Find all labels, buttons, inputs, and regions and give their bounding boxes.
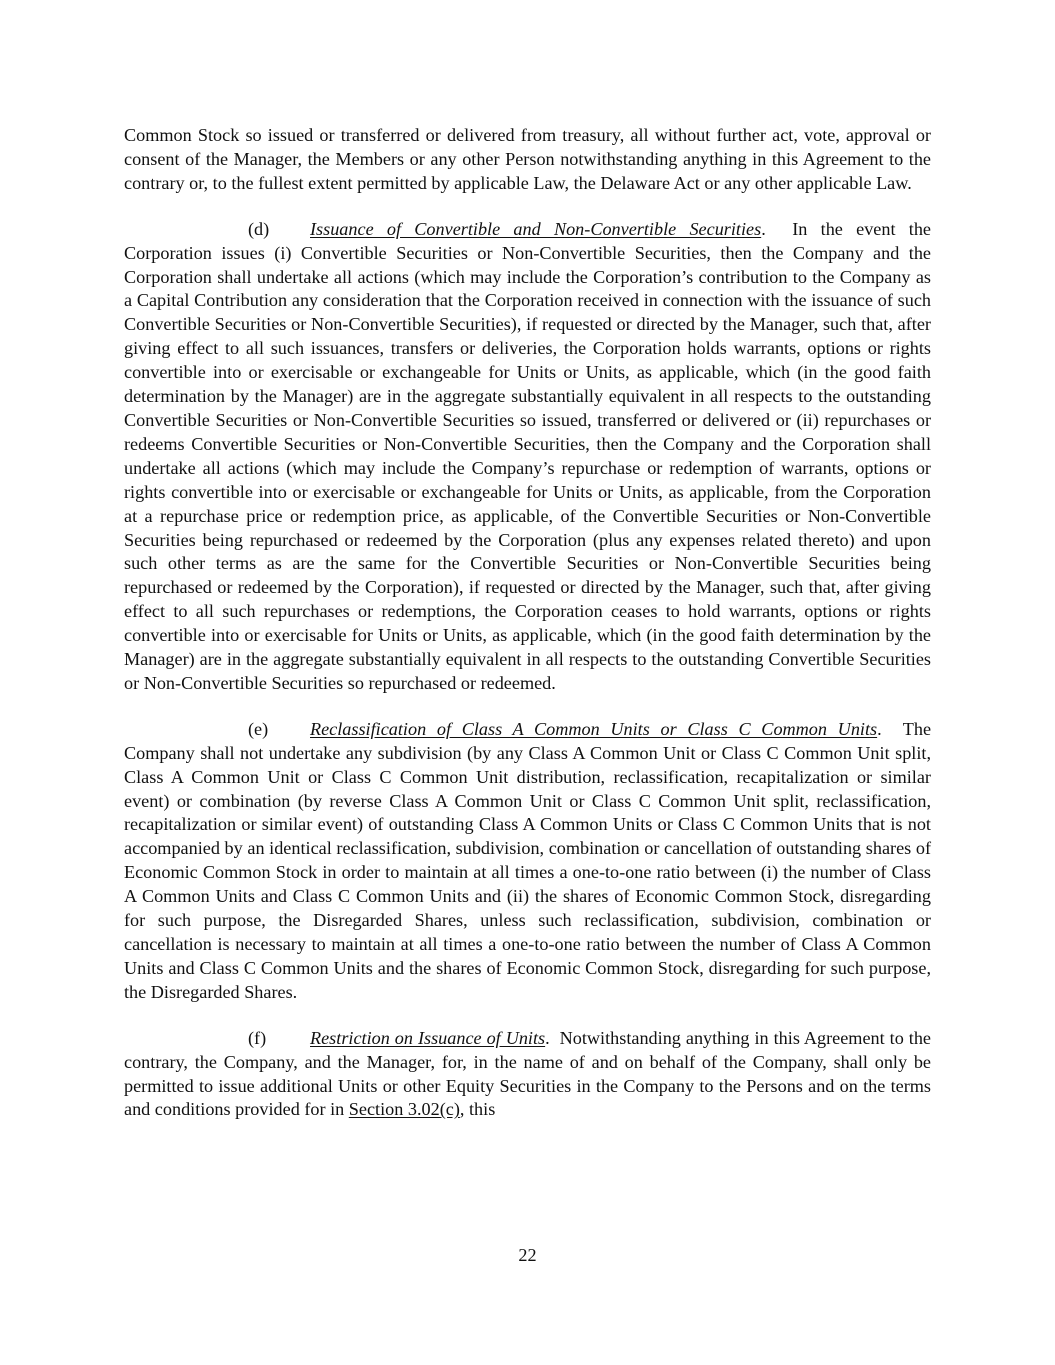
section-cross-reference: Section 3.02(c) bbox=[348, 1099, 460, 1120]
section-f-body: Notwithstanding anything in this Agreement to the contrary, the Company, and the Manager, for, in the name of and on behalf of the Company, shall only be permitted to issue additional Units or other Equity Securities in the Company to the Persons and on the terms and conditions provided for in bbox=[124, 1027, 932, 1120]
section-e-marker: (e) bbox=[248, 718, 269, 739]
continuation-text: Common Stock so issued or transferred or delivered from treasury, all without further act, vote, approval or consent of the Manager, the Members or any other Person notwithstanding anything in this Agreement to the contrary or, to the fullest extent permitted by applicable Law, the Delaware Act or any other applicable Law. bbox=[124, 125, 931, 193]
continuation-paragraph bbox=[124, 124, 931, 196]
section-d-marker: (d) bbox=[248, 218, 270, 239]
section-e-body: The Company shall not undertake any subdivision (by any Class A Common Unit or Class C Common Unit split, Class A Common Unit or Class C Common Unit distribution, reclassification, recapitalization or similar event) or combination (by reverse Class A Common Unit or Class C Common Unit split, reclassification, recapitalization or similar event) of outstanding Class A Common Units or Class C Common Units that is not accompanied by an identical reclassification, subdivision, combination or cancellation of outstanding shares of Economic Common Stock in order to maintain at all times a one-to-one ratio between (i) the number of Class A Common Units and Class C Common Units and (ii) the shares of Economic Common Stock, disregarding for such purpose, the Disregarded Shares, unless such reclassification, subdivision, combination or cancellation is necessary to maintain at all times a one-to-one ratio between the number of Class A Common Units and Class C Common Units and the shares of Economic Common Stock, disregarding for such purpose, the Disregarded Shares. bbox=[124, 718, 932, 1002]
page-number: 22 bbox=[518, 1245, 537, 1265]
section-d-heading: Issuance of Convertible and Non-Convertible Securities bbox=[310, 218, 762, 239]
section-d-body: In the event the Corporation issues (i) Convertible Securities or Non-Convertible Securities, then the Company and the Corporation shall undertake all actions (which may include the Corporation’s contribution to the Company as a Capital Contribution any consideration that the Corporation received in connection with the issuance of such Convertible Securities or Non-Convertible Securities), if requested or directed by the Manager, such that, after giving effect to all such issuances, transfers or deliveries, the Corporation holds warrants, options or rights convertible into or exercisable or exchangeable for Units or Units, as applicable, which (in the good faith determination by the Manager) are in the aggregate substantially equivalent in all respects to the outstanding Convertible Securities or Non-Convertible Securities so issued, transferred or delivered or (ii) repurchases or redeems Convertible Securities or Non-Convertible Securities, then the Company and the Corporation shall undertake all actions (which may include the Company’s repurchase or redemption of warrants, options or rights convertible into or exercisable or exchangeable for Units or Units, as applicable, from the Corporation at a repurchase price or redemption price, as applicable, of the Convertible Securities or Non-Convertible Securities being repurchased or redeemed by the Corporation (plus any expenses related thereto) and upon such other terms as are the same for the Convertible Securities or Non-Convertible Securities being repurchased or redeemed by the Corporation), if requested or directed by the Manager, such that, after giving effect to all such repurchases or redemptions, the Corporation ceases to hold warrants, options or rights convertible into or exercisable for Units or Units, as applicable, which (in the good faith determination by the Manager) are in the aggregate substantially equivalent in all respects to the outstanding Convertible Securities or Non-Convertible Securities so repurchased or redeemed. bbox=[124, 218, 931, 693]
section-f-body-end: , this bbox=[459, 1099, 496, 1120]
section-e-paragraph: (e) Reclassification of Class A Common Units or Class C Common Units. The Company shall not undertake any subdivision (by any Class A Common Unit or Class C Common Unit split, Class A Common Unit or Class C Common Unit distribution, reclassification, recapitalization or similar event) or combination (by reverse Class A Common Unit or Class C Common Unit split, reclassification, recapitalization or similar event) of outstanding Class A Common Units or Class C Common Units that is not accompanied by an identical reclassification, subdivision, combination or cancellation of outstanding shares of Economic Common Stock in order to maintain at all times a one-to-one ratio between (i) the number of Class A Common Units and Class C Common Units and (ii) the shares of Economic Common Stock, disregarding for such purpose, the Disregarded Shares, unless such reclassification, subdivision, combination or cancellation is necessary to maintain at all times a one-to-one ratio between the number of Class A Common Units and Class C Common Units and the shares of Economic Common Stock, disregarding for such purpose, the Disregarded Shares. bbox=[124, 718, 932, 1002]
section-f-marker: (f) bbox=[248, 1027, 267, 1048]
section-f-paragraph: (f) Restriction on Issuance of Units. Notwithstanding anything in this Agreement to the contrary, the Company, and the Manager, for, in the name of and on behalf of the Company, shall only be permitted to issue additional Units or other Equity Securities in the Company to the Persons and on the terms and conditions provided for in Section 3.02(c), this bbox=[124, 1027, 932, 1120]
section-d-paragraph: (d) Issuance of Convertible and Non-Convertible Securities. In the event the Corporation issues (i) Convertible Securities or Non-Convertible Securities, then the Company and the Corporation shall undertake all actions (which may include the Corporation’s contribution to the Company as a Capital Contribution any consideration that the Corporation received in connection with the issuance of such Convertible Securities or Non-Convertible Securities), if requested or directed by the Manager, such that, after giving effect to all such issuances, transfers or deliveries, the Corporation holds warrants, options or rights convertible into or exercisable or exchangeable for Units or Units, as applicable, which (in the good faith determination by the Manager) are in the aggregate substantially equivalent in all respects to the outstanding Convertible Securities or Non-Convertible Securities so issued, transferred or delivered or (ii) repurchases or redeems Convertible Securities or Non-Convertible Securities, then the Company and the Corporation shall undertake all actions (which may include the Company’s repurchase or redemption of warrants, options or rights convertible into or exercisable or exchangeable for Units or Units, as applicable, from the Corporation at a repurchase price or redemption price, as applicable, of the Convertible Securities or Non-Convertible Securities being repurchased or redeemed by the Corporation (plus any expenses related thereto) and upon such other terms as are the same for the Convertible Securities or Non-Convertible Securities being repurchased or redeemed by the Corporation), if requested or directed by the Manager, such that, after giving effect to all such repurchases or redemptions, the Corporation ceases to hold warrants, options or rights convertible into or exercisable for Units or Units, as applicable, which (in the good faith determination by the Manager) are in the aggregate substantially equivalent in all respects to the outstanding Convertible Securities or Non-Convertible Securities so repurchased or redeemed. bbox=[124, 218, 931, 693]
section-e-heading: Reclassification of Class A Common Units or Class C Common Units bbox=[310, 718, 878, 739]
document-page bbox=[124, 124, 931, 1122]
section-f-heading: Restriction on Issuance of Units bbox=[310, 1027, 546, 1048]
